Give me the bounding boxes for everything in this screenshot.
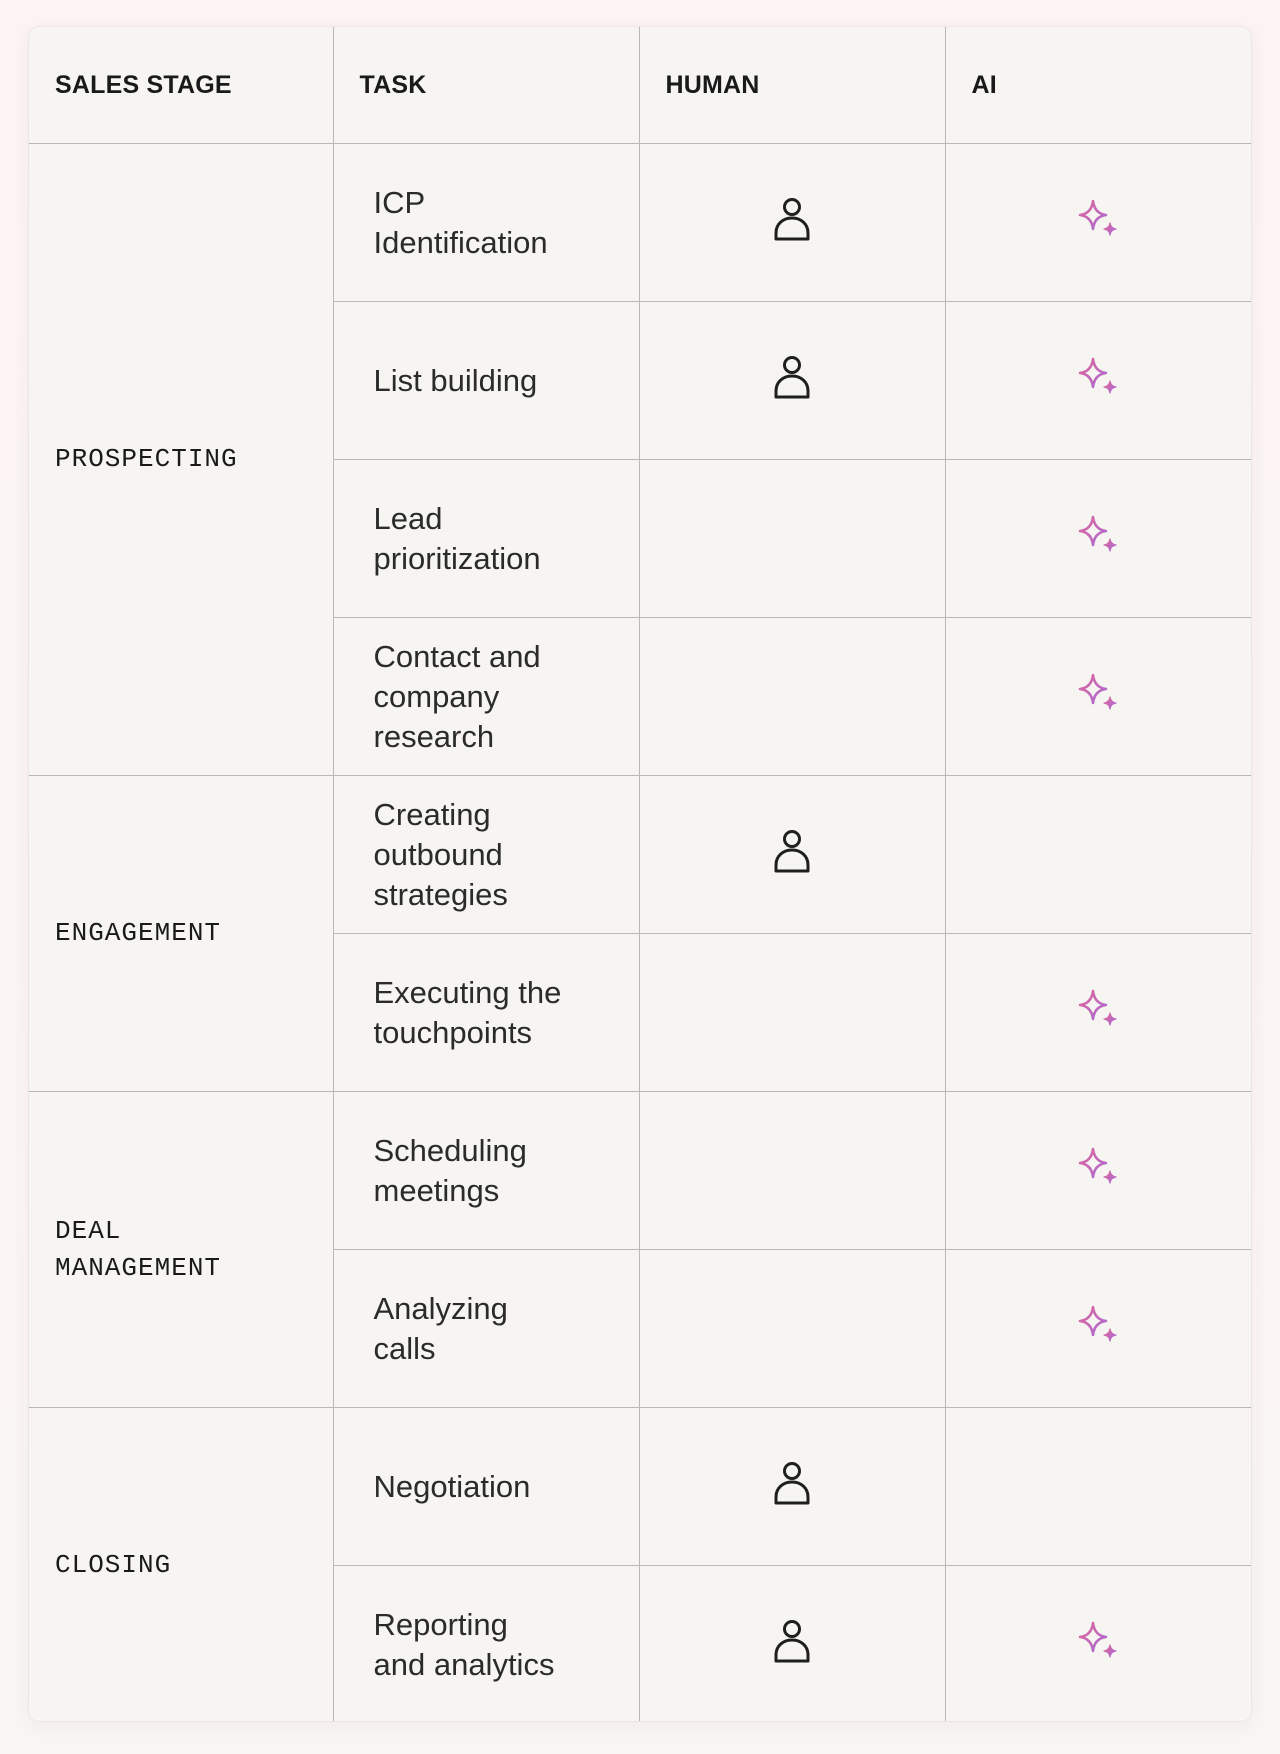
- human-cell: [639, 776, 945, 934]
- task-cell: Creating outbound strategies: [333, 776, 639, 934]
- ai-cell: [945, 1250, 1251, 1408]
- task-cell: List building: [333, 302, 639, 460]
- task-cell: Reporting and analytics: [333, 1566, 639, 1722]
- task-cell: Analyzing calls: [333, 1250, 639, 1408]
- person-icon: [772, 1619, 812, 1670]
- sparkle-icon: [1077, 1621, 1119, 1668]
- table-row: [29, 1408, 1251, 1566]
- human-cell: [639, 460, 945, 618]
- person-icon: [772, 1461, 812, 1512]
- person-icon: [772, 355, 812, 406]
- task-cell: Scheduling meetings: [333, 1092, 639, 1250]
- ai-cell: [945, 144, 1251, 302]
- stage-cell: CLOSING: [29, 1408, 333, 1722]
- ai-cell: [945, 1408, 1251, 1566]
- sparkle-icon: [1077, 199, 1119, 246]
- human-cell: [639, 934, 945, 1092]
- table-body: [29, 144, 1251, 1722]
- table-row: [29, 776, 1251, 934]
- stage-cell: ENGAGEMENT: [29, 776, 333, 1092]
- sparkle-icon: [1077, 989, 1119, 1036]
- ai-cell: [945, 618, 1251, 776]
- header-task: TASK: [333, 27, 639, 144]
- sparkle-icon: [1077, 1147, 1119, 1194]
- ai-cell: [945, 1566, 1251, 1722]
- sparkle-icon: [1077, 515, 1119, 562]
- header-row: [29, 27, 1251, 144]
- header-sales-stage: SALES STAGE: [29, 27, 333, 144]
- sparkle-icon: [1077, 1305, 1119, 1352]
- sales-tasks-table: [29, 27, 1251, 1721]
- human-cell: [639, 1250, 945, 1408]
- ai-cell: [945, 302, 1251, 460]
- ai-cell: [945, 934, 1251, 1092]
- ai-cell: [945, 460, 1251, 618]
- task-cell: Negotiation: [333, 1408, 639, 1566]
- header-human: HUMAN: [639, 27, 945, 144]
- stage-cell: DEAL MANAGEMENT: [29, 1092, 333, 1408]
- person-icon: [772, 829, 812, 880]
- person-icon: [772, 197, 812, 248]
- human-cell: [639, 1092, 945, 1250]
- human-cell: [639, 618, 945, 776]
- human-cell: [639, 1566, 945, 1722]
- stage-cell: PROSPECTING: [29, 144, 333, 776]
- task-cell: Lead prioritization: [333, 460, 639, 618]
- task-cell: ICP Identification: [333, 144, 639, 302]
- ai-cell: [945, 1092, 1251, 1250]
- ai-cell: [945, 776, 1251, 934]
- sparkle-icon: [1077, 357, 1119, 404]
- sparkle-icon: [1077, 673, 1119, 720]
- comparison-table-card: [29, 27, 1251, 1721]
- header-ai: AI: [945, 27, 1251, 144]
- table-row: [29, 1092, 1251, 1250]
- human-cell: [639, 302, 945, 460]
- task-cell: Executing the touchpoints: [333, 934, 639, 1092]
- table-row: [29, 144, 1251, 302]
- task-cell: Contact and company research: [333, 618, 639, 776]
- human-cell: [639, 1408, 945, 1566]
- human-cell: [639, 144, 945, 302]
